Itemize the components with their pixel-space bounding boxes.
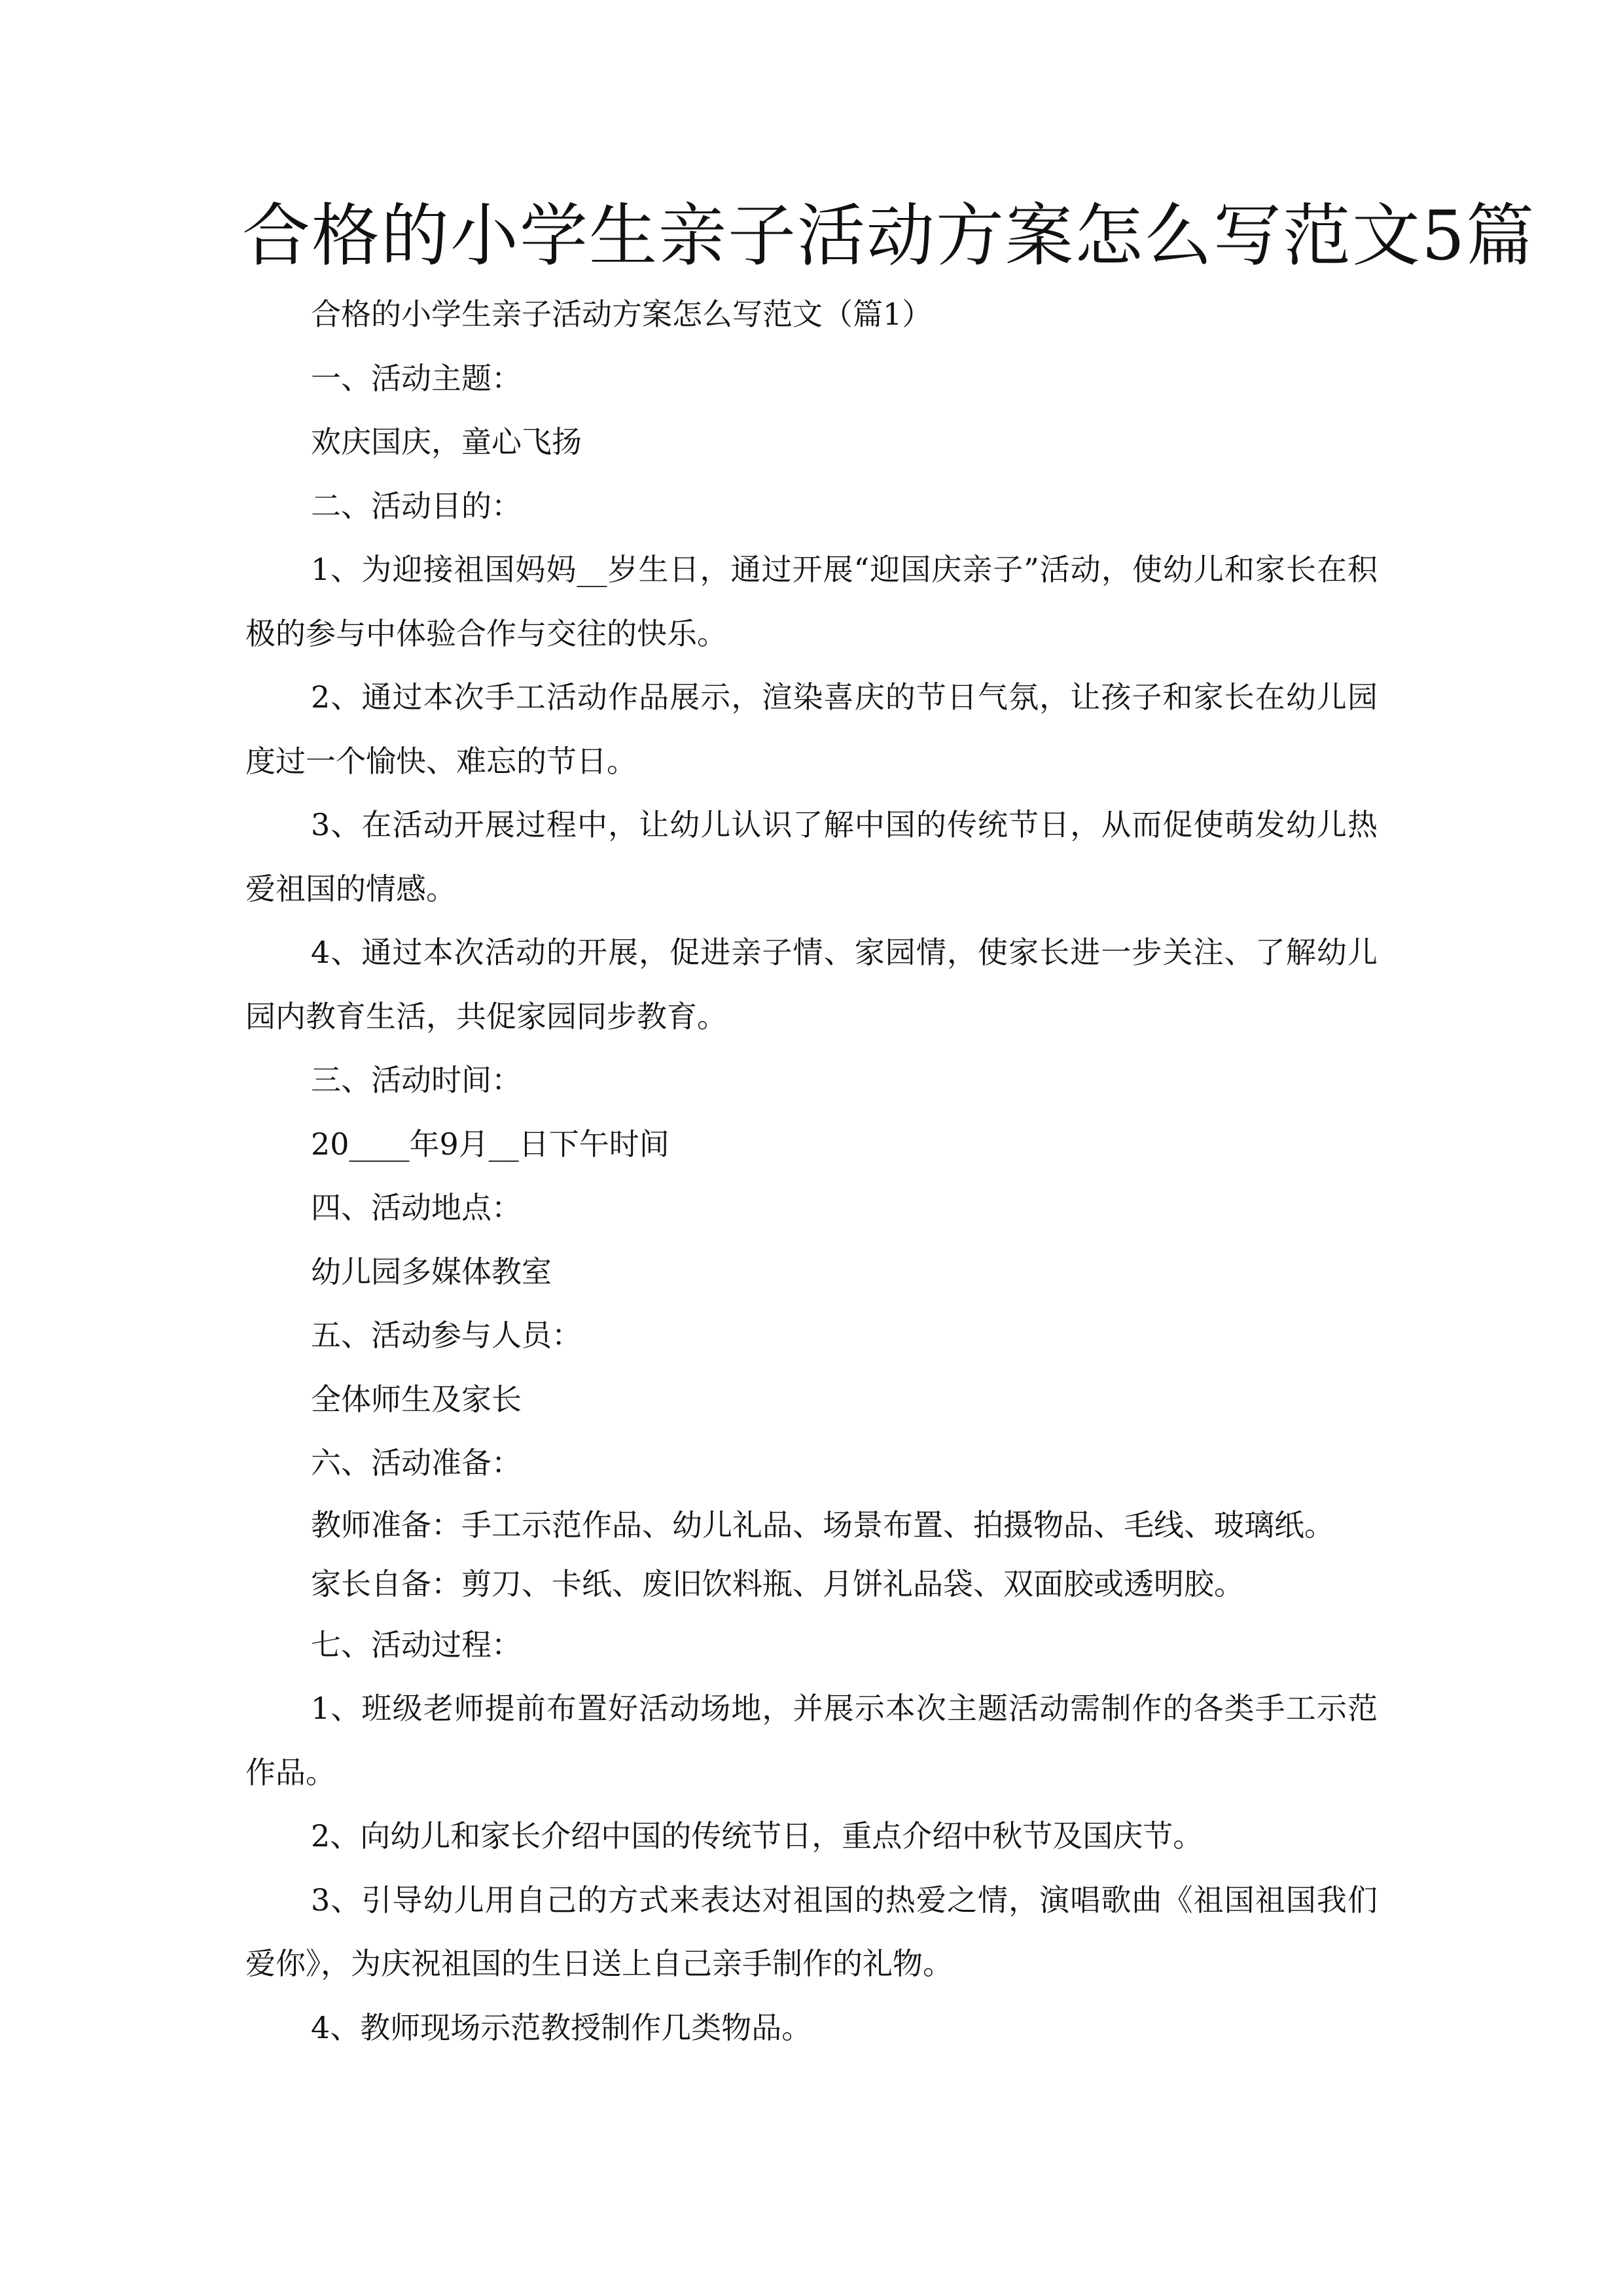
heading-purpose: 二、活动目的： [311, 488, 522, 524]
heading-participants: 五、活动参与人员： [311, 1318, 582, 1353]
purpose-item-2: 2、通过本次手工活动作品展示，渲染喜庆的节日气氛，让孩子和家长在幼儿园度过一个愉快、难忘的节日。 [245, 679, 1378, 779]
process-item-2: 2、向幼儿和家长介绍中国的传统节日，重点介绍中秋节及国庆节。 [311, 1818, 1204, 1854]
parent-preparation: 家长自备：剪刀、卡纸、废旧饮料瓶、月饼礼品袋、双面胶或透明胶。 [311, 1566, 1244, 1602]
teacher-preparation: 教师准备：手工示范作品、幼儿礼品、场景布置、拍摄物品、毛线、玻璃纸。 [311, 1507, 1334, 1543]
purpose-item-3: 3、在活动开展过程中，让幼儿认识了解中国的传统节日，从而促使萌发幼儿热爱祖国的情感。 [245, 807, 1378, 906]
theme-text: 欢庆国庆，童心飞扬 [311, 424, 582, 459]
location-text: 幼儿园多媒体教室 [311, 1253, 552, 1289]
heading-theme: 一、活动主题： [311, 360, 522, 396]
purpose-item-1: 1、为迎接祖国妈妈__岁生日，通过开展“迎国庆亲子”活动，使幼儿和家长在积极的参与中体验合作与交往的快乐。 [245, 552, 1378, 651]
heading-location: 四、活动地点： [311, 1190, 522, 1225]
heading-time: 三、活动时间： [311, 1062, 522, 1098]
process-item-4: 4、教师现场示范教授制作几类物品。 [311, 2009, 812, 2045]
time-text: 20____年9月__日下午时间 [311, 1126, 669, 1162]
document-title: 合格的小学生亲子活动方案怎么写范文5篇 [242, 196, 1536, 276]
document-body [245, 283, 1378, 2060]
process-item-1: 1、班级老师提前布置好活动场地，并展示本次主题活动需制作的各类手工示范作品。 [245, 1691, 1378, 1790]
participants-text: 全体师生及家长 [311, 1381, 522, 1417]
purpose-item-4: 4、通过本次活动的开展，促进亲子情、家园情，使家长进一步关注、了解幼儿园内教育生活，共促家园同步教育。 [245, 935, 1378, 1034]
heading-preparation: 六、活动准备： [311, 1445, 522, 1480]
process-item-3: 3、引导幼儿用自己的方式来表达对祖国的热爱之情，演唱歌曲《祖国祖国我们爱你》，为庆祝祖国的生日送上自己亲手制作的礼物。 [245, 1882, 1378, 1981]
section-subtitle: 合格的小学生亲子活动方案怎么写范文（篇1） [311, 296, 933, 332]
heading-process: 七、活动过程： [311, 1626, 522, 1662]
